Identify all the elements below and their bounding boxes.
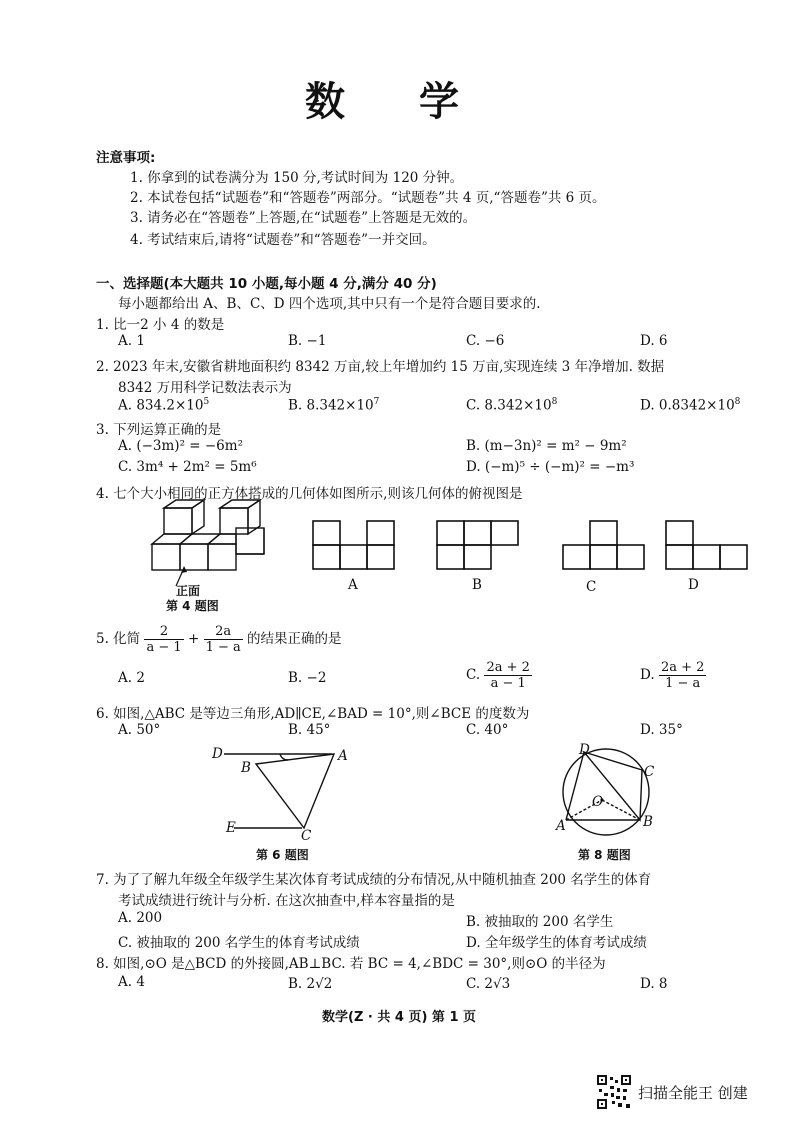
q3-option-a: A. (−3m)² = −6m² <box>118 438 243 454</box>
q4-view-a <box>312 520 396 570</box>
q2-option-b: B. $8.342\times 10^7$ <box>288 397 380 414</box>
q4-label-a: A <box>348 577 358 593</box>
q1-option-b: B. −1 <box>288 333 327 349</box>
q3-option-b: B. (m−3n)² = m² − 9m² <box>466 438 627 454</box>
q5-fraction-1: $\frac{2}{a - 1}$ <box>146 624 182 655</box>
page-title: 数 学 <box>305 79 489 125</box>
q3-option-d: D. (−m)⁵ ÷ (−m)² = −m³ <box>466 459 635 475</box>
notice-item-1: 1. 你拿到的试卷满分为 150 分,考试时间为 120 分钟。 <box>130 170 464 186</box>
notice-item-4: 4. 考试结束后,请将“试题卷”和“答题卷”一并交回。 <box>130 232 436 248</box>
q8-figure-caption: 第 8 题图 <box>578 848 631 862</box>
q2-option-d: D. $0.8342\times 10^8$ <box>640 397 741 414</box>
q3-stem: 3. 下列运算正确的是 <box>96 422 222 438</box>
q5-option-d: D. $\frac{2a + 2}{1 - a}$ <box>640 660 705 691</box>
q7-option-c: C. 被抽取的 200 名学生的体育考试成绩 <box>118 935 360 951</box>
q7-option-a: A. 200 <box>118 910 163 926</box>
q4-label-c: C <box>586 579 597 595</box>
page-footer: 数学(Z · 共 4 页) 第 1 页 <box>322 1010 477 1025</box>
q2-option-c: C. $8.342\times 10^8$ <box>466 397 558 414</box>
q6-option-b: B. 45° <box>288 722 331 738</box>
notice-item-3: 3. 请务必在“答题卷”上答题,在“试题卷”上答题是无效的。 <box>130 210 477 226</box>
scanner-watermark: 扫描全能王 创建 <box>638 1084 748 1102</box>
section-intro: 每小题都给出 A、B、C、D 四个选项,其中只有一个是符合题目要求的. <box>118 296 541 312</box>
q4-view-c <box>562 520 646 570</box>
q4-view-b <box>436 520 520 570</box>
q1-option-c: C. −6 <box>466 333 505 349</box>
q4-label-d: D <box>688 577 699 593</box>
notice-item-2: 2. 本试卷包括“试题卷”和“答题卷”两部分。“试题卷”共 4 页,“答题卷”共 6 页。 <box>130 190 606 206</box>
q6-option-c: C. 40° <box>466 722 509 738</box>
q2-stem-line2: 8342 万用科学记数法表示为 <box>118 380 292 396</box>
q1-option-a: A. 1 <box>118 333 145 349</box>
q4-figure-caption: 第 4 题图 <box>166 599 219 613</box>
q4-solid-figure <box>150 498 270 588</box>
q7-stem-line2: 考试成绩进行统计与分析. 在这次抽查中,样本容量指的是 <box>118 893 455 909</box>
q6-point-c: C <box>301 828 312 844</box>
q8-option-b: B. 2√2 <box>288 976 333 992</box>
q4-stem: 4. 七个大小相同的正方体搭成的几何体如图所示,则该几何体的俯视图是 <box>96 486 523 502</box>
q8-point-c: C <box>644 764 655 780</box>
q5-option-a: A. 2 <box>118 670 145 686</box>
q8-point-o: O <box>592 794 604 810</box>
q8-option-c: C. 2√3 <box>466 976 511 992</box>
q6-option-a: A. 50° <box>118 722 161 738</box>
q6-point-e: E <box>226 820 236 836</box>
q8-point-a: A <box>556 818 566 834</box>
q8-point-b: B <box>643 814 653 830</box>
q6-point-d: D <box>212 746 223 762</box>
q6-point-b: B <box>241 760 251 776</box>
q7-stem-line1: 7. 为了了解九年级全年级学生某次体育考试成绩的分布情况,从中随机抽查 200 名学生的体育 <box>96 872 652 888</box>
q3-option-c: C. 3m⁴ + 2m² = 5m⁶ <box>118 459 257 475</box>
q5-option-c: C. $\frac{2a + 2}{a - 1}$ <box>466 660 530 691</box>
q8-point-d: D <box>579 742 590 758</box>
q7-option-b: B. 被抽取的 200 名学生 <box>466 914 614 930</box>
q5-fraction-2: $\frac{2a}{1 - a}$ <box>205 624 241 655</box>
q6-stem: 6. 如图,△ABC 是等边三角形,AD∥CE,∠BAD = 10°,则∠BCE 的度数为 <box>96 706 530 722</box>
q7-option-d: D. 全年级学生的体育考试成绩 <box>466 935 647 951</box>
notice-heading: 注意事项: <box>96 150 156 166</box>
q8-stem: 8. 如图,⊙O 是△BCD 的外接圆,AB⊥BC. 若 BC = 4,∠BDC = 30°,则⊙O 的半径为 <box>96 956 606 972</box>
q4-front-label: 正面 <box>176 584 201 598</box>
q6-option-d: D. 35° <box>640 722 683 738</box>
q2-option-a: A. $834.2\times 10^5$ <box>118 397 210 414</box>
q6-figure-caption: 第 6 题图 <box>256 848 309 862</box>
q4-label-b: B <box>472 577 482 593</box>
q8-option-a: A. 4 <box>118 974 145 990</box>
q1-option-d: D. 6 <box>640 333 668 349</box>
section-heading: 一、选择题(本大题共 10 小题,每小题 4 分,满分 40 分) <box>96 276 437 292</box>
q6-point-a: A <box>338 748 348 764</box>
q1-stem: 1. 比一2 小 4 的数是 <box>96 317 225 333</box>
q2-stem-line1: 2. 2023 年末,安徽省耕地面积约 8342 万亩,较上年增加约 15 万亩,实现连续 3 年净增加. 数据 <box>96 359 665 375</box>
q5-option-b: B. −2 <box>288 670 327 686</box>
q8-figure <box>556 740 656 840</box>
qr-code-icon <box>596 1074 632 1110</box>
q5-stem: 5. 化简 $\frac{2}{a - 1}$ + $\frac{2a}{1 - a}$ 的结果正确的是 <box>96 624 342 655</box>
q8-option-d: D. 8 <box>640 976 668 992</box>
q4-view-d <box>665 520 749 570</box>
